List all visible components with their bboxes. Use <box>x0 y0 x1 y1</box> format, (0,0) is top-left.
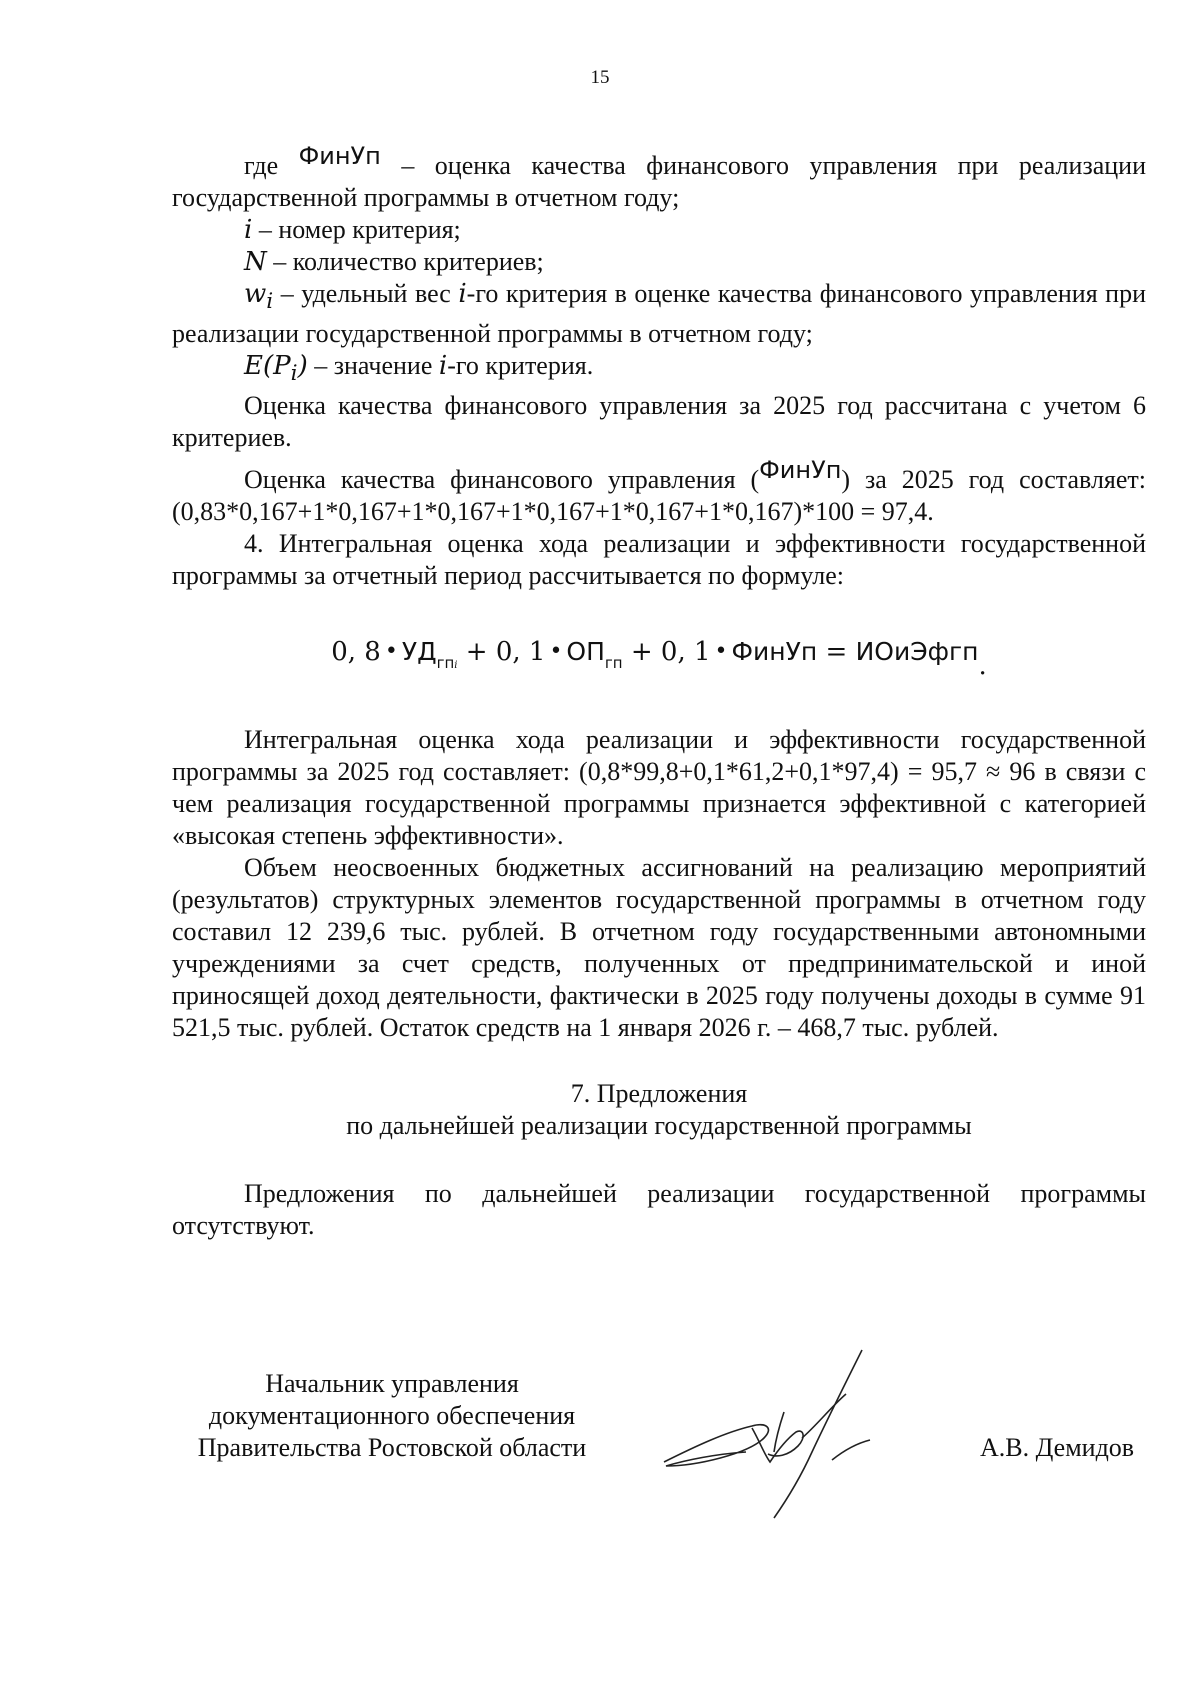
formula-equals: = <box>825 637 848 668</box>
finup-symbol: ФинУп <box>298 142 381 170</box>
paragraph-finup-value: Оценка качества финансового управления (ФинУп) за 2025 год составляет: (0,83*0,167+1*0,167+1*0,167+1*0,167+1*0,167+1*0,167)*100 = 97,4. <box>172 456 1147 527</box>
formula-coef-3: + 0, 1 <box>630 637 711 668</box>
integral-formula: 0, 8 • $УД_{гпi} + 0$, 1 • $ОП_{гп} + 0$, 1 • ФинУп = ИОиЭфгп. <box>331 637 987 682</box>
signature-block <box>0 1368 1200 1528</box>
paragraph-budget: Объем неосвоенных бюджетных ассигнований на реализацию мероприятий (результатов) структурных элементов государственной программы в отчетном году составил 12 239,6 тыс. рублей. В отчетном году государственными автономными учреждениями за счет средств, полученных от предпринимательской и иной приносящей доход деятельности, фактически в 2025 году получены доходы в сумме 91 521,5 тыс. рублей. Остаток средств на 1 января 2026 г. – 468,7 тыс. рублей. <box>172 853 1146 1043</box>
formula-result: ИОиЭфгп <box>855 637 979 667</box>
formula-coef-2: + 0, 1 <box>465 637 546 668</box>
bullet-operator: • <box>549 639 563 665</box>
handwritten-signature-icon <box>656 1342 916 1522</box>
section-subtitle: по дальнейшей реализации государственной программы <box>346 1111 972 1141</box>
w-symbol: $w_i$ <box>244 279 274 315</box>
section-title: 7. Предложения <box>570 1079 748 1109</box>
bullet-operator: • <box>384 639 398 665</box>
paragraph-proposals: Предложения по дальнейшей реализации государственной программы отсутствуют. <box>172 1179 1146 1241</box>
paragraph-ep-definition: $E(P_i)$ – значение i-го критерия. <box>244 351 594 387</box>
signatory-name: А.В. Демидов <box>980 1433 1135 1462</box>
n-symbol: N <box>244 247 267 277</box>
signatory-position: Начальник управления документационного обеспечения Правительства Ростовской области <box>197 1369 587 1462</box>
paragraph-w-definition: $w_i$ – удельный вес i-го критерия в оценке качества финансового управления при реализации государственной программы в отчетном году; <box>172 279 1146 349</box>
section-heading <box>172 1078 1146 1142</box>
formula-ud-term: УД <box>401 637 437 667</box>
paragraph-integral-result: Интегральная оценка хода реализации и эффективности государственной программы за 2025 год составляет: (0,8*99,8+0,1*61,2+0,1*97,4) = 95,7 ≈ 96 в связи с чем реализация государственной программы признается эффективной с категорией «высокая степень эффективности». <box>172 725 1146 851</box>
ep-symbol: $E(P_i)$ <box>244 351 308 387</box>
finup-symbol-inline: ФинУп <box>759 456 842 485</box>
bullet-operator: • <box>714 639 728 665</box>
body-text <box>172 142 1147 1242</box>
formula-finup-term: ФинУп <box>731 637 818 667</box>
i-symbol: i <box>244 215 253 245</box>
formula-coef-1: 0, 8 <box>331 637 381 668</box>
paragraph-i-definition: i – номер критерия; <box>244 215 461 245</box>
paragraph-criteria-count: Оценка качества финансового управления за 2025 год рассчитана с учетом 6 критериев. <box>172 391 1146 453</box>
paragraph-finup-definition: где ФинУп – оценка качества финансового управления при реализации государственной программы в отчетном году; <box>172 142 1146 212</box>
paragraph-integral-intro: 4. Интегральная оценка хода реализации и эффективности государственной программы за отчетный период рассчитывается по формуле: <box>172 529 1146 591</box>
paragraph-n-definition: N – количество критериев; <box>244 247 544 277</box>
formula-op-term: ОП <box>566 637 605 667</box>
page-number: 15 <box>590 67 610 88</box>
